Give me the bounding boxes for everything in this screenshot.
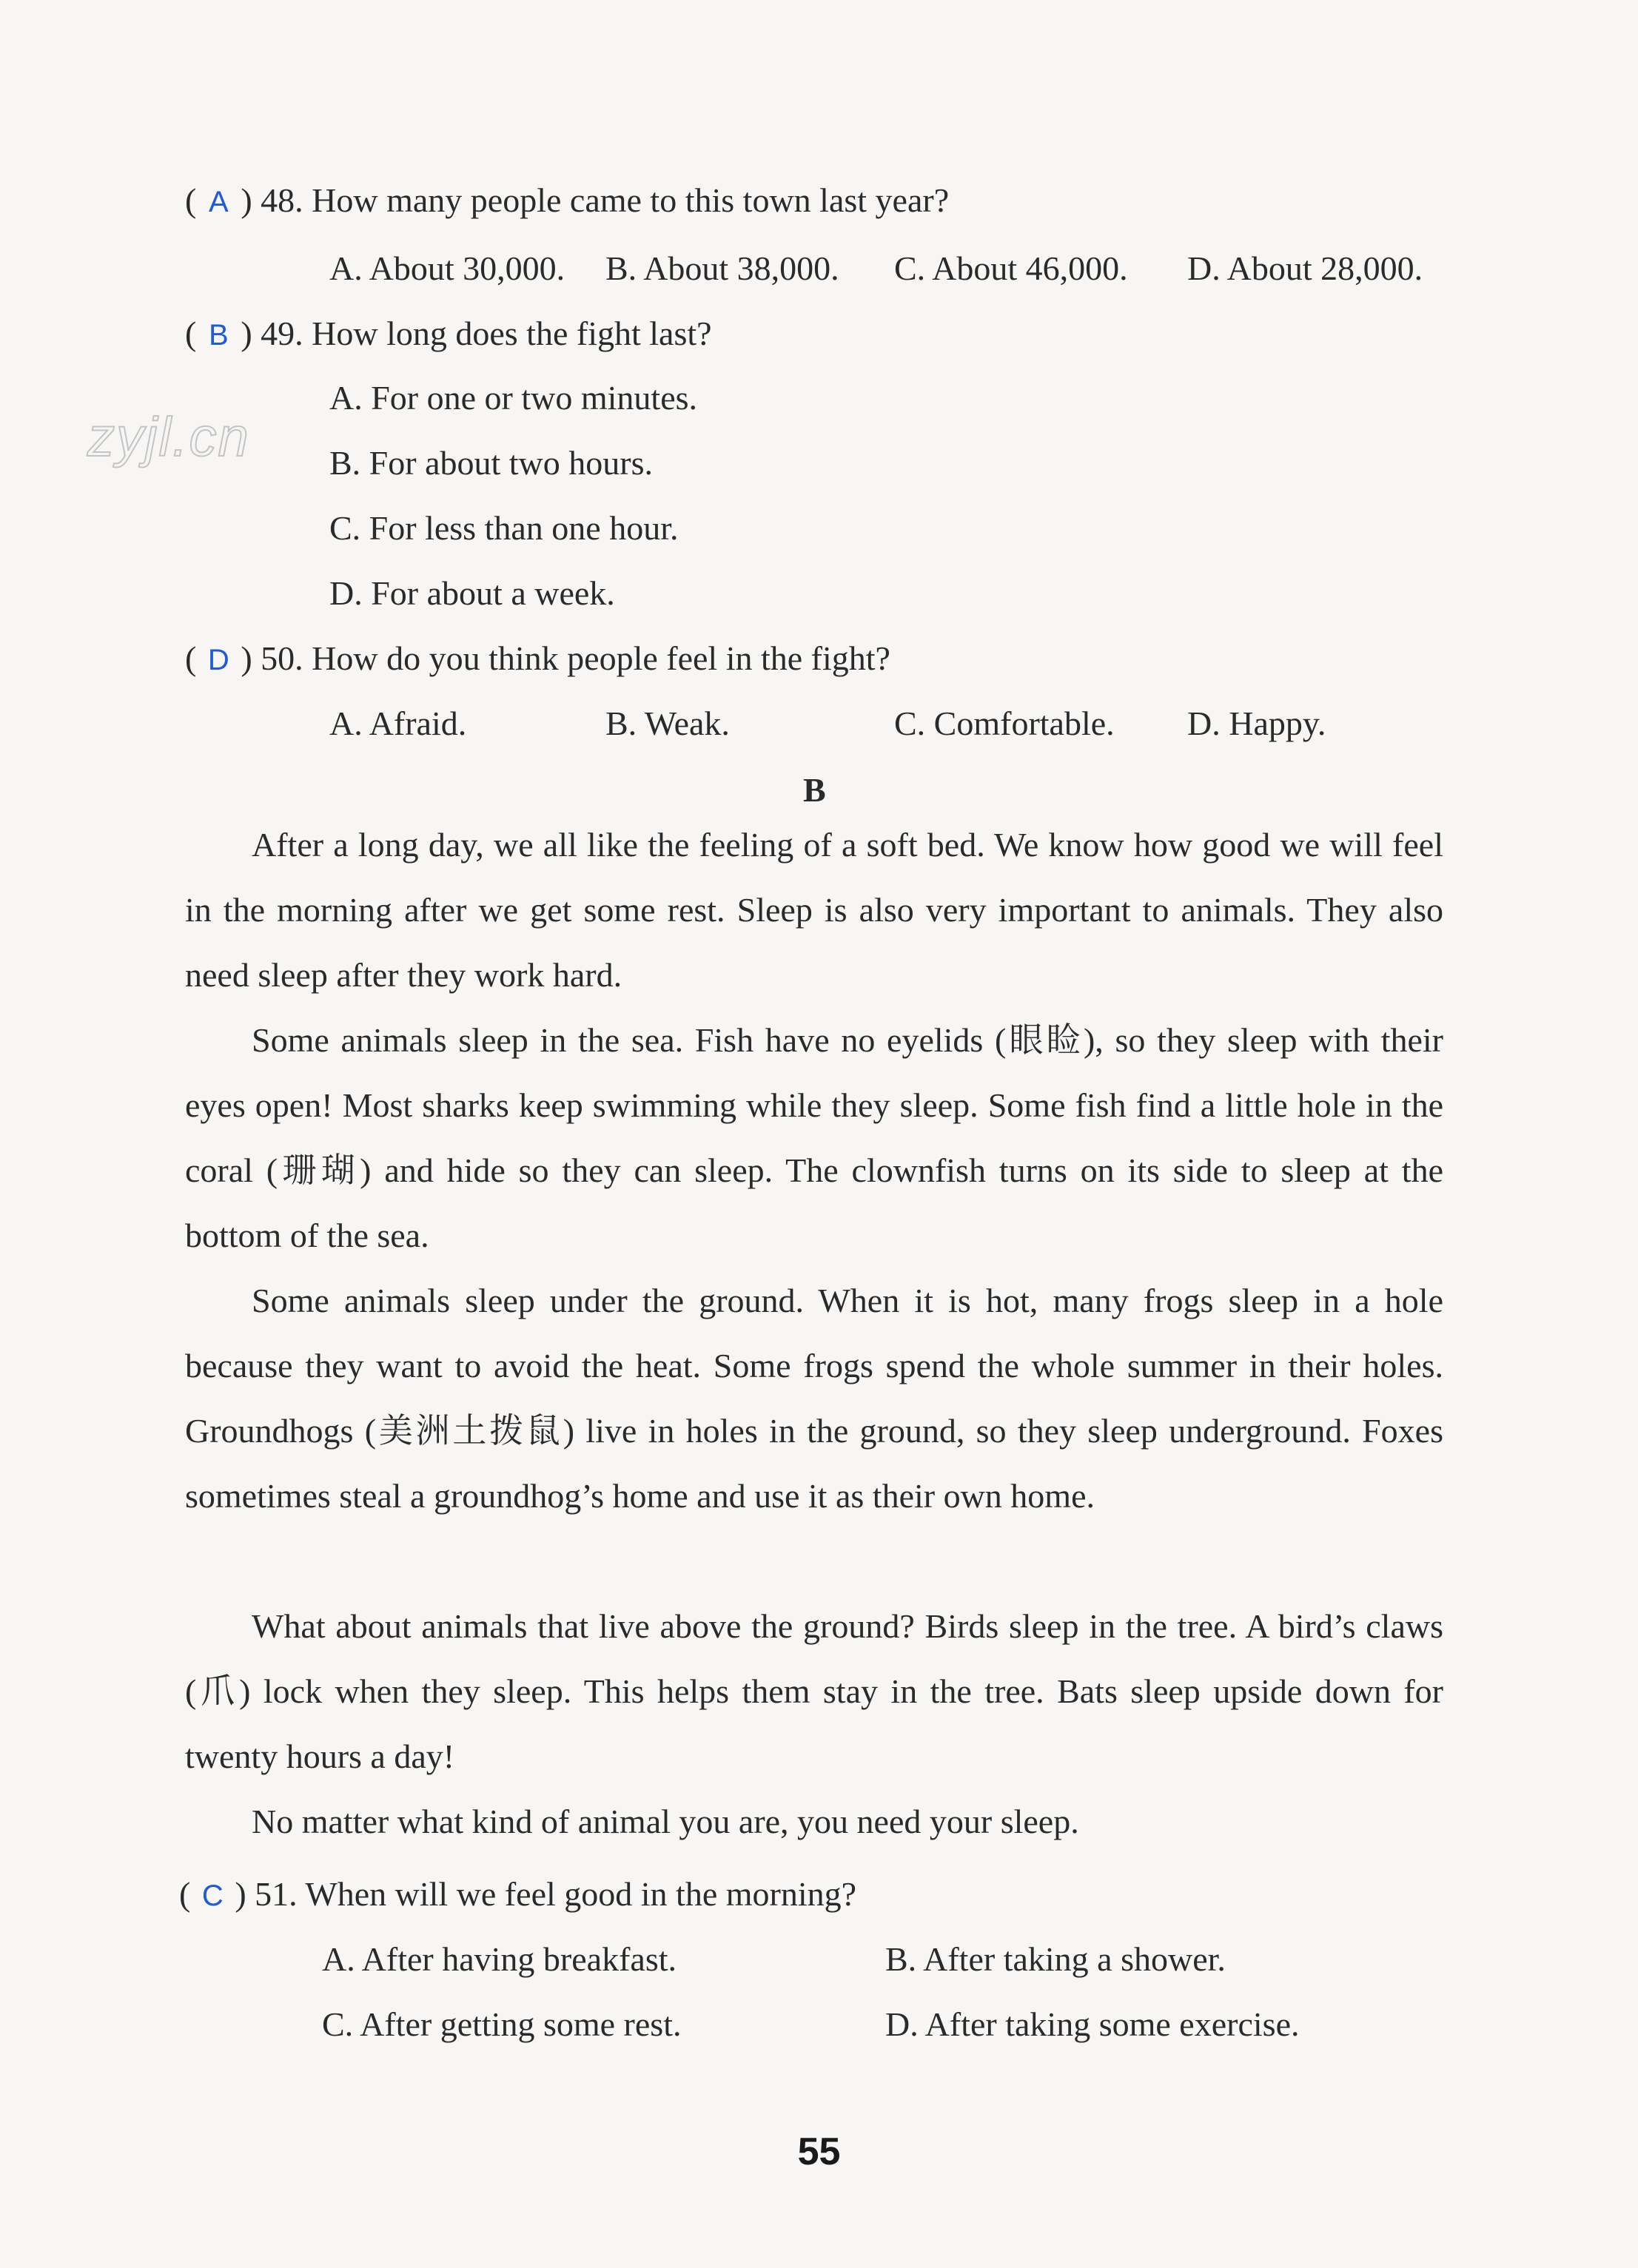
option-51-b: B. After taking a shower. xyxy=(885,1940,1226,1978)
passage-paragraph-4: What about animals that live above the ground? Birds sleep in the tree. A bird’s claws (爪) lock when they sleep. This helps them stay in the tree. Bats sleep upside down for twenty hours a day! xyxy=(185,1607,1443,1775)
passage-paragraph-1: After a long day, we all like the feeling of a soft bed. We know how good we will feel in the morning after we get some rest. Sleep is also very important to animals. They also need sleep after they work hard. xyxy=(185,826,1443,994)
option-49-b: B. For about two hours. xyxy=(329,444,653,482)
option-51-d: D. After taking some exercise. xyxy=(885,2005,1300,2043)
page-number: 55 xyxy=(797,2130,841,2173)
question-48-text: ) 48. How many people came to this town last year? xyxy=(241,181,950,219)
answer-48: A xyxy=(208,186,229,218)
option-49-a: A. For one or two minutes. xyxy=(329,379,698,417)
watermark: zyjl.cn xyxy=(87,406,250,468)
option-49-d: D. For about a week. xyxy=(329,574,615,612)
open-paren: ( xyxy=(185,314,197,352)
passage-paragraph-3: Some animals sleep under the ground. When it is hot, many frogs sleep in a hole because they want to avoid the heat. Some frogs spend the whole summer in their holes. Groundhogs (美洲土拨鼠) live in holes in the ground, so they sleep underground. Foxes sometimes steal a groundhog’s home and use it as their own home. xyxy=(185,1282,1443,1515)
option-50-c: C. Comfortable. xyxy=(894,704,1115,742)
option-48-b: B. About 38,000. xyxy=(605,249,839,287)
option-50-b: B. Weak. xyxy=(605,704,730,742)
option-51-a: A. After having breakfast. xyxy=(322,1940,677,1978)
question-49-text: ) 49. How long does the fight last? xyxy=(241,314,712,352)
option-48-d: D. About 28,000. xyxy=(1187,249,1423,287)
option-48-c: C. About 46,000. xyxy=(894,249,1128,287)
option-49-c: C. For less than one hour. xyxy=(329,509,679,547)
question-48 xyxy=(185,180,949,223)
open-paren: ( xyxy=(185,181,197,219)
option-50-d: D. Happy. xyxy=(1187,704,1326,742)
question-50-text: ) 50. How do you think people feel in the fight? xyxy=(241,639,890,677)
option-51-c: C. After getting some rest. xyxy=(322,2005,682,2043)
question-50 xyxy=(185,638,890,681)
question-51 xyxy=(179,1874,856,1917)
option-48-a: A. About 30,000. xyxy=(329,249,565,287)
passage-paragraph-2: Some animals sleep in the sea. Fish have no eyelids (眼睑), so they sleep with their eyes open! Most sharks keep swimming while they sleep. Some fish find a little hole in the coral (珊瑚) and hide so they can sleep. The clownfish turns on its side to sleep at the bottom of the sea. xyxy=(185,1021,1443,1254)
question-49 xyxy=(185,313,712,356)
passage-paragraph-5: No matter what kind of animal you are, you need your sleep. xyxy=(252,1803,1079,1840)
section-heading: B xyxy=(803,771,826,809)
open-paren: ( xyxy=(179,1875,191,1913)
open-paren: ( xyxy=(185,639,197,677)
answer-49: B xyxy=(208,319,229,351)
answer-50: D xyxy=(207,644,229,676)
option-50-a: A. Afraid. xyxy=(329,704,467,742)
answer-51: C xyxy=(201,1880,224,1912)
question-51-text: ) 51. When will we feel good in the morning? xyxy=(235,1875,857,1913)
